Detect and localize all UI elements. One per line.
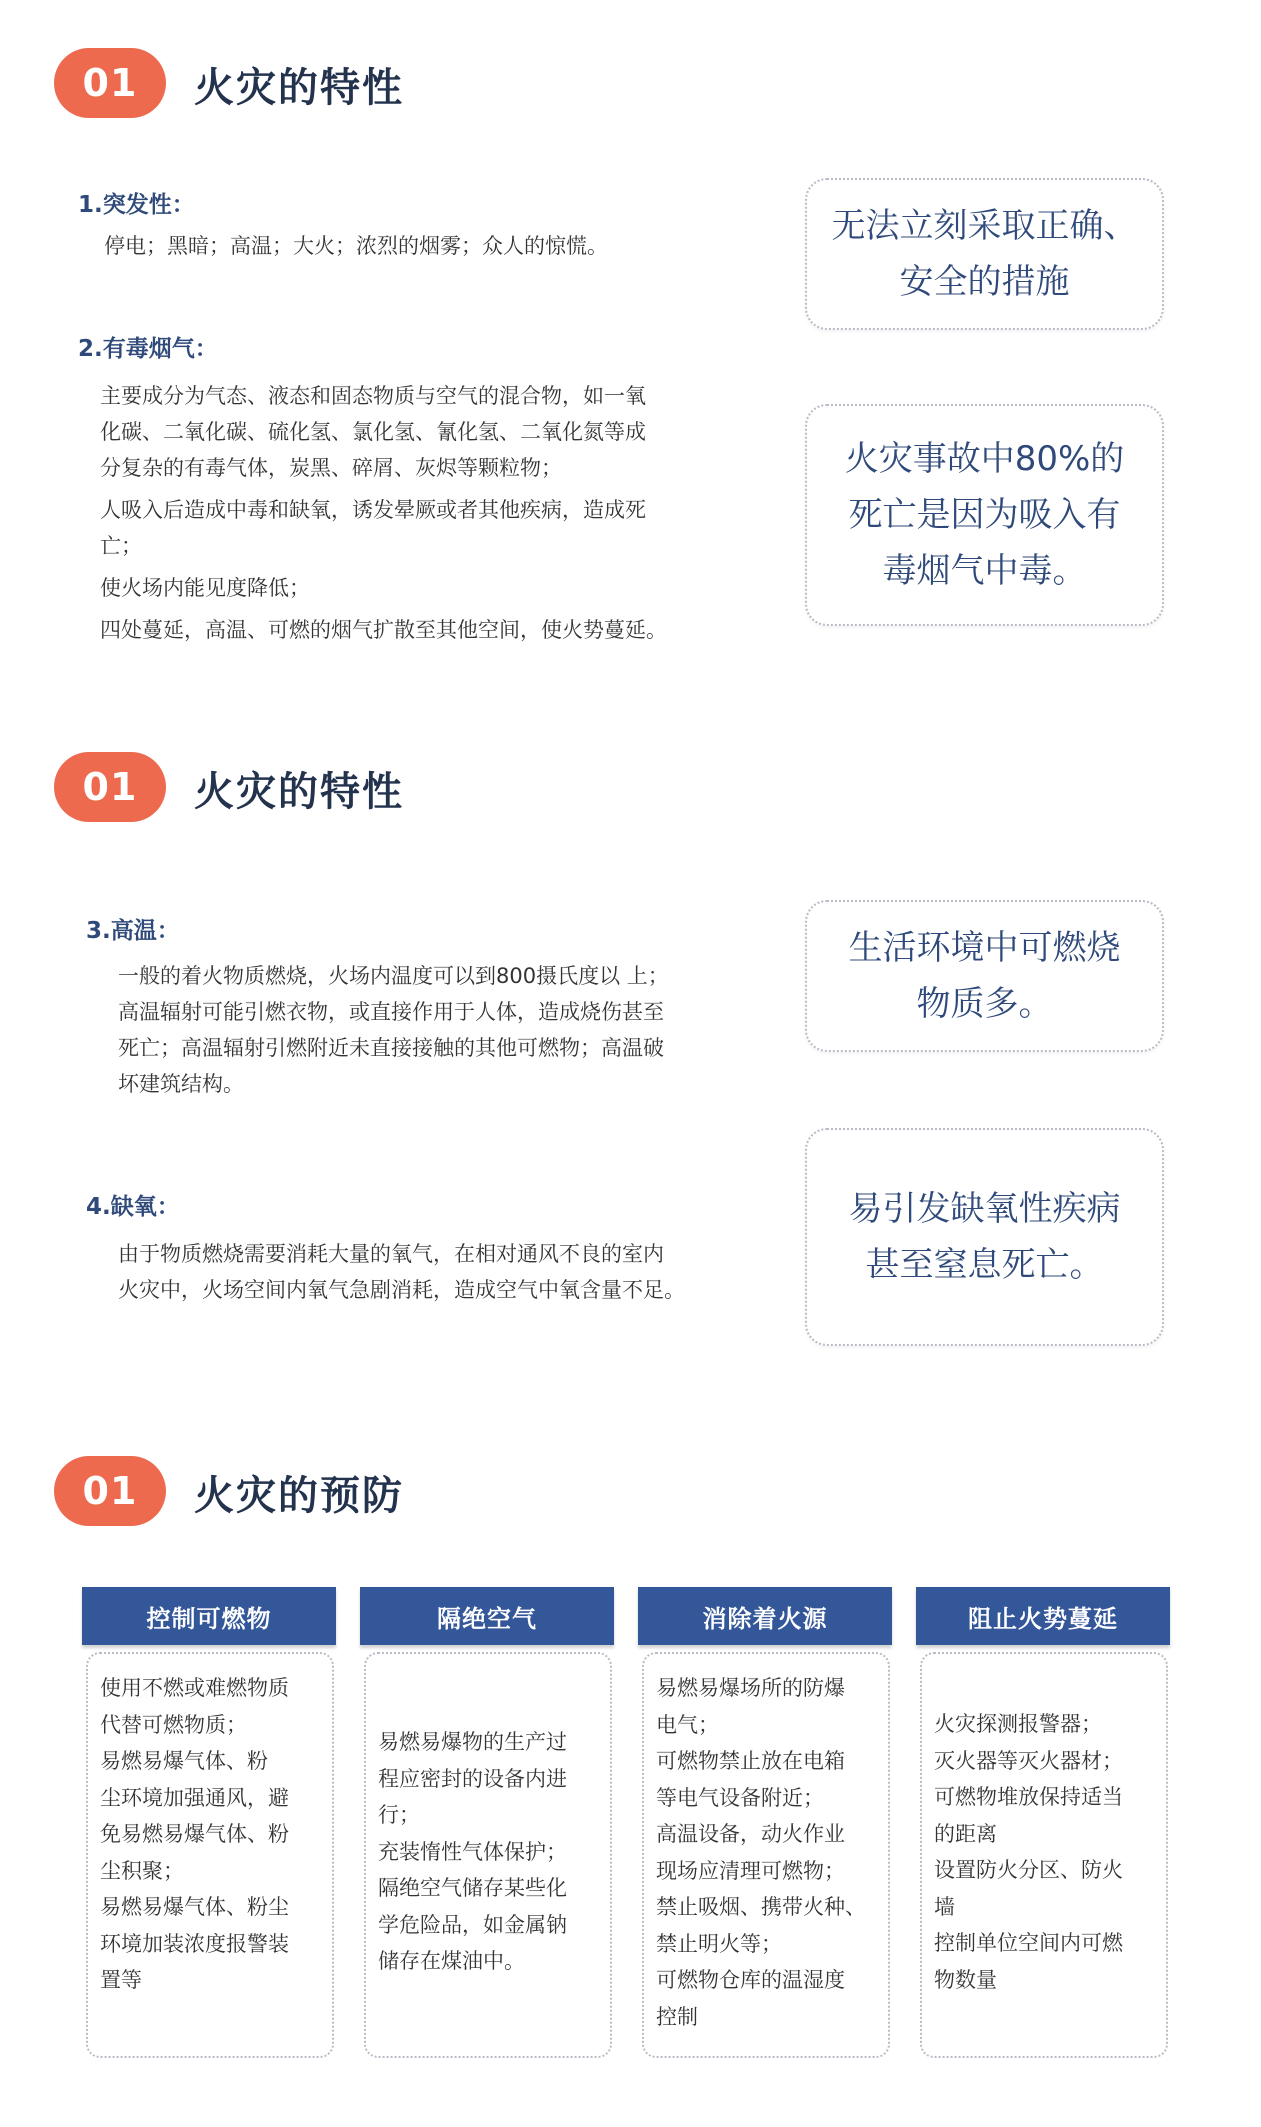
section-header-traits-1: [54, 48, 654, 122]
callout-line: 易引发缺氧性疾病: [848, 1189, 1121, 1229]
paragraph-line: 化碳、二氧化碳、硫化氢、氯化氢、氰化氢、二氧化氮等成: [100, 420, 646, 444]
prevention-line: 储存在煤油中。: [378, 1949, 525, 1973]
callout-oxygen: [805, 1128, 1164, 1346]
paragraph-line: 分复杂的有毒气体，炭黑、碎屑、灰烬等颗粒物；: [100, 456, 562, 480]
paragraph-line: 人吸入后造成中毒和缺氧，诱发晕厥或者其他疾病，造成死: [100, 498, 646, 522]
prevention-text-spread: [934, 1706, 1123, 1998]
section-title: 火灾的预防: [194, 1473, 404, 1519]
callout-line: 毒烟气中毒。: [882, 551, 1087, 591]
prevention-line: 控制单位空间内可燃: [934, 1931, 1123, 1955]
prevention-line: 禁止明火等；: [656, 1931, 782, 1956]
callout-line: 安全的措施: [899, 262, 1070, 302]
prevention-line: 易燃易爆场所的防爆: [656, 1676, 845, 1700]
subheading-heat: 3.高温：: [86, 918, 180, 944]
prevention-line: 控制: [656, 2004, 698, 2029]
callout-line: 死亡是因为吸入有: [848, 495, 1121, 535]
prevention-line: 可燃物堆放保持适当: [934, 1785, 1123, 1809]
prevention-line: 等电气设备附近；: [656, 1785, 824, 1810]
prevention-line: 使用不燃或难燃物质: [100, 1676, 289, 1700]
section-number-badge: 01: [54, 48, 166, 118]
prevention-line: 易燃易爆气体、粉尘: [100, 1895, 289, 1919]
paragraph-line: 火灾中，火场空间内氧气急剧消耗，造成空气中氧含量不足。: [118, 1278, 685, 1302]
prevention-line: 灭火器等灭火器材；: [934, 1748, 1123, 1773]
prevention-line: 置等: [100, 1968, 142, 1992]
prevention-line: 程应密封的设备内进: [378, 1766, 567, 1791]
paragraph-line: 四处蔓延，高温、可燃的烟气扩散至其他空间，使火势蔓延。: [100, 618, 667, 642]
paragraph-line: 坏建筑结构。: [118, 1072, 244, 1096]
paragraph-line: 亡；: [100, 534, 142, 558]
prevention-line: 的距离: [934, 1821, 997, 1846]
paragraph-line: 停电；黑暗；高温；大火；浓烈的烟雾；众人的惊慌。: [104, 234, 608, 258]
prevention-line: 现场应清理可燃物；: [656, 1858, 845, 1883]
prevention-line: 环境加装浓度报警装: [100, 1931, 289, 1956]
prevention-header-air: 隔绝空气: [360, 1587, 614, 1645]
section-number-badge: 01: [54, 752, 166, 822]
prevention-text-fuel: [100, 1670, 289, 1999]
prevention-line: 学危险品，如金属钠: [378, 1912, 567, 1937]
prevention-line: 行；: [378, 1803, 420, 1827]
prevention-line: 可燃物禁止放在电箱: [656, 1749, 845, 1773]
subheading-oxygen: 4.缺氧：: [86, 1194, 180, 1220]
prevention-line: 火灾探测报警器；: [934, 1712, 1102, 1736]
callout-line: 生活环境中可燃烧: [848, 928, 1121, 968]
prevention-line: 隔绝空气储存某些化: [378, 1876, 567, 1900]
prevention-text-air: [378, 1724, 567, 1980]
paragraph-oxygen: [118, 1236, 685, 1308]
subheading-sudden: 1.突发性：: [78, 192, 195, 218]
paragraph-line: 主要成分为气态、液态和固态物质与空气的混合物，如一氧: [100, 384, 646, 408]
prevention-line: 禁止吸烟、携带火种、: [656, 1895, 866, 1919]
paragraph-line: 高温辐射可能引燃衣物，或直接作用于人体，造成烧伤甚至: [118, 1000, 664, 1024]
prevention-line: 电气；: [656, 1712, 719, 1737]
section-header-traits-2: [54, 752, 654, 826]
subheading-toxic: 2.有毒烟气：: [78, 336, 218, 362]
callout-line: 无法立刻采取正确、: [831, 206, 1138, 246]
prevention-line: 代替可燃物质；: [100, 1712, 247, 1737]
prevention-header-spread: 阻止火势蔓延: [916, 1587, 1170, 1645]
callout-line: 物质多。: [916, 984, 1053, 1024]
prevention-line: 易燃易爆气体、粉: [100, 1749, 268, 1773]
section-title: 火灾的特性: [194, 65, 404, 111]
callout-line: 火灾事故中80%的: [844, 439, 1125, 479]
prevention-line: 墙: [934, 1894, 955, 1919]
prevention-line: 高温设备，动火作业: [656, 1822, 845, 1846]
section-number-badge: 01: [54, 1456, 166, 1526]
paragraph-line: 由于物质燃烧需要消耗大量的氧气，在相对通风不良的室内: [118, 1242, 664, 1266]
prevention-header-ignition: 消除着火源: [638, 1587, 892, 1645]
prevention-line: 可燃物仓库的温湿度: [656, 1968, 845, 1992]
paragraph-line: 使火场内能见度降低；: [100, 576, 310, 600]
paragraph-line: 死亡；高温辐射引燃附近未直接接触的其他可燃物；高温破: [118, 1036, 664, 1060]
callout-sudden: [805, 178, 1164, 330]
paragraph-toxic: [100, 378, 667, 648]
prevention-header-fuel: 控制可燃物: [82, 1587, 336, 1645]
callout-toxic: [805, 404, 1164, 626]
paragraph-line: 一般的着火物质燃烧，火场内温度可以到800摄氏度以 上；: [118, 964, 669, 988]
section-title: 火灾的特性: [194, 769, 404, 815]
section-header-prevention: [54, 1456, 654, 1530]
prevention-line: 尘环境加强通风，避: [100, 1785, 289, 1810]
prevention-line: 充装惰性气体保护；: [378, 1839, 567, 1864]
paragraph-heat: [118, 958, 669, 1102]
prevention-line: 易燃易爆物的生产过: [378, 1730, 567, 1754]
callout-heat: [805, 900, 1164, 1052]
prevention-line: 免易燃易爆气体、粉: [100, 1822, 289, 1846]
prevention-line: 物数量: [934, 1967, 997, 1992]
prevention-text-ignition: [656, 1670, 866, 2035]
prevention-line: 设置防火分区、防火: [934, 1858, 1123, 1882]
callout-line: 甚至窒息死亡。: [865, 1245, 1104, 1285]
prevention-line: 尘积聚；: [100, 1858, 184, 1883]
paragraph-sudden: [104, 228, 608, 264]
